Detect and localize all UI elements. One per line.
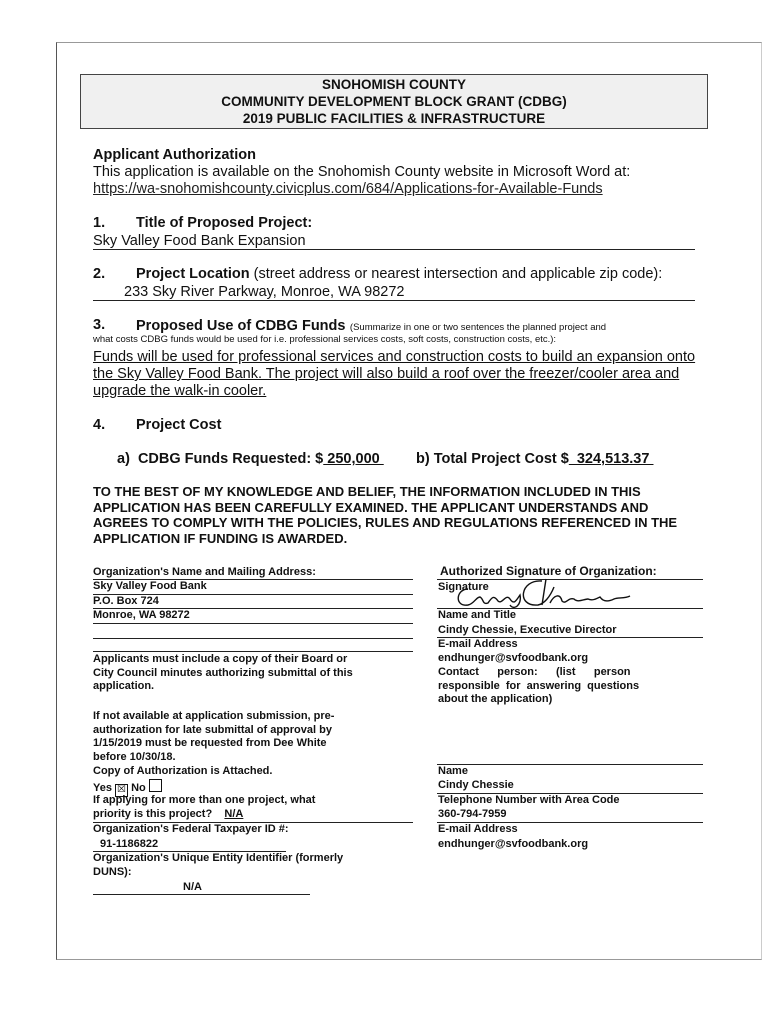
priority-value: N/A <box>224 808 244 820</box>
yes-label: Yes <box>93 782 112 794</box>
contact-note <box>438 666 676 707</box>
contact-note-line: responsible for answering questions <box>438 679 640 692</box>
rule <box>93 623 413 624</box>
no-checkbox[interactable] <box>149 779 162 792</box>
q2-hint: (street address or nearest intersection and applicable zip code): <box>253 266 663 282</box>
q2-underline <box>93 300 695 301</box>
header-year: 2019 PUBLIC FACILITIES & INFRASTRUCTURE <box>242 111 546 126</box>
q3-answer-1: Funds will be used for professional services and construction costs to build an expansion onto <box>93 349 696 365</box>
phone-label: Telephone Number with Area Code <box>438 794 620 806</box>
board-note <box>93 653 393 694</box>
contact-note-line: Contact person: (list person <box>438 666 631 678</box>
uei-label-1: Organization's Unique Entity Identifier (formerly <box>93 852 344 864</box>
org-city: Monroe, WA 98272 <box>93 609 190 621</box>
authorization-link[interactable]: https://wa-snohomishcounty.civicplus.com/684/Applications-for-Available-Funds <box>93 181 603 197</box>
contact-name-label: Name <box>438 765 468 777</box>
q4-number: 4. <box>93 417 106 433</box>
name-title-value: Cindy Chessie, Executive Director <box>438 624 617 636</box>
preauth-note-line: before 10/30/18. <box>93 750 176 763</box>
board-note-line: City Council minutes authorizing submittal of this <box>93 666 353 679</box>
header-county: SNOHOMISH COUNTY <box>321 77 466 92</box>
q1-underline <box>93 249 695 250</box>
q4-b-value: 324,513.37 <box>568 451 654 467</box>
taxid-label: Organization's Federal Taxpayer ID #: <box>93 823 289 835</box>
board-note-line: application. <box>93 680 155 692</box>
certification-line: APPLICATION IF FUNDING IS AWARDED. <box>93 530 348 546</box>
checkbox-checked-icon: ☒ <box>117 784 127 795</box>
certification-line: APPLICATION HAS BEEN CAREFULLY EXAMINED. THE APPLICANT UNDERSTANDS AND <box>93 499 649 515</box>
signature-label: Signature <box>438 581 489 593</box>
email-label: E-mail Address <box>438 638 518 650</box>
copy-auth-label: Copy of Authorization is Attached. <box>93 765 273 777</box>
form-header <box>80 74 708 129</box>
no-label: No <box>131 782 146 794</box>
preauth-note-line: 1/15/2019 must be requested from Dee White <box>93 737 327 749</box>
priority-label: priority is this project? <box>93 808 213 820</box>
rule <box>437 764 703 765</box>
q2-title: Project Location <box>136 266 250 282</box>
q4-a-label: a) CDBG Funds Requested: $ <box>117 451 324 467</box>
q3-answer-3: upgrade the walk-in cooler. <box>93 383 267 399</box>
q4-b-label: b) Total Project Cost $ <box>416 451 569 467</box>
q3-answer-2: the Sky Valley Food Bank. The project will also build a roof over the freezer/cooler area and <box>93 366 680 382</box>
board-note-line: Applicants must include a copy of their Board or <box>93 653 348 665</box>
preauth-note-line: If not available at application submission, pre- <box>93 710 335 722</box>
rule <box>93 651 413 652</box>
contact-email-value: endhunger@svfoodbank.org <box>438 838 589 850</box>
priority-question-2 <box>93 808 243 822</box>
q4-cdbg-requested <box>117 451 384 467</box>
phone-value: 360-794-7959 <box>438 808 507 820</box>
name-title-label: Name and Title <box>438 609 517 621</box>
authorization-text: This application is available on the Snohomish County website in Microsoft Word at: <box>93 164 631 180</box>
q4-title: Project Cost <box>136 417 222 433</box>
q3-question <box>136 317 606 335</box>
org-name: Sky Valley Food Bank <box>93 580 207 592</box>
rule <box>93 894 310 895</box>
contact-note-line: about the application) <box>438 693 553 705</box>
q3-number: 3. <box>93 317 106 333</box>
q4-a-value: 250,000 <box>323 451 384 467</box>
q3-title: Proposed Use of CDBG Funds <box>136 318 346 334</box>
rule <box>93 638 413 639</box>
q1-answer: Sky Valley Food Bank Expansion <box>93 233 306 249</box>
uei-label-2: DUNS): <box>93 866 132 878</box>
certification-text <box>93 484 703 546</box>
contact-email-label: E-mail Address <box>438 823 518 835</box>
q1-number: 1. <box>93 215 106 231</box>
preauth-note-line: authorization for late submittal of approval by <box>93 723 332 736</box>
q2-question <box>136 266 662 282</box>
org-label: Organization's Name and Mailing Address: <box>93 566 316 578</box>
email-value: endhunger@svfoodbank.org <box>438 652 589 664</box>
certification-line: TO THE BEST OF MY KNOWLEDGE AND BELIEF, THE INFORMATION INCLUDED IN THIS <box>93 484 641 499</box>
uei-value: N/A <box>183 881 202 893</box>
priority-question-1: If applying for more than one project, what <box>93 794 316 806</box>
authorization-heading: Applicant Authorization <box>93 147 256 163</box>
signature-scribble-icon <box>450 575 640 611</box>
header-program: COMMUNITY DEVELOPMENT BLOCK GRANT (CDBG) <box>221 94 567 109</box>
auth-signature-label: Authorized Signature of Organization: <box>440 564 657 578</box>
q3-hint-2: what costs CDBG funds would be used for i.e. professional services costs, soft costs, construction costs, etc.): <box>93 334 557 345</box>
q2-answer: 233 Sky River Parkway, Monroe, WA 98272 <box>124 284 405 300</box>
q2-number: 2. <box>93 266 106 282</box>
certification-line: AGREES TO COMPLY WITH THE POLICIES, RULES AND REGULATIONS REFERENCED IN THE <box>93 515 678 530</box>
q3-hint-1: (Summarize in one or two sentences the planned project and <box>349 322 607 333</box>
contact-name-value: Cindy Chessie <box>438 779 514 791</box>
taxid-value: 91-1186822 <box>100 838 159 850</box>
preauth-note <box>93 710 393 764</box>
org-po-box: P.O. Box 724 <box>93 595 159 607</box>
q1-title: Title of Proposed Project: <box>136 215 313 231</box>
q4-total-cost <box>416 451 653 467</box>
